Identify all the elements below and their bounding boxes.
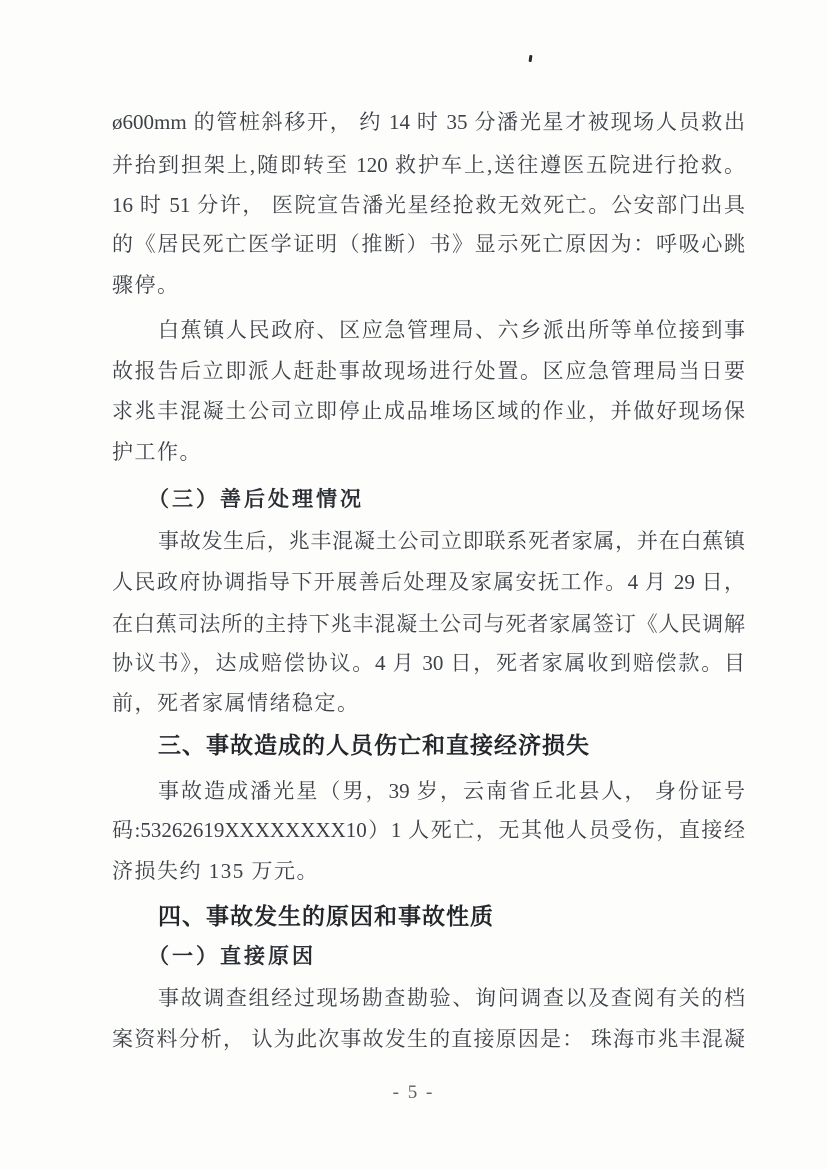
text-line: 事故造成潘光星（男，39 岁，云南省丘北县人， 身份证号 xyxy=(158,779,745,803)
text-line: 人民政府协调指导下开展善后处理及家属安抚工作。4 月 29 日， xyxy=(112,570,745,594)
text-line: 的《居民死亡医学证明（推断）书》显示死亡原因为：呼吸心跳 xyxy=(112,232,745,256)
text-line: ø600mm 的管桩斜移开， 约 14 时 35 分潘光星才被现场人员救出 xyxy=(112,110,745,134)
text-line: 故报告后立即派人赶赴事故现场进行处置。区应急管理局当日要 xyxy=(112,359,745,383)
text-line: 前，死者家属情绪稳定。 xyxy=(112,691,360,715)
text-line: 在白蕉司法所的主持下兆丰混凝土公司与死者家属签订《人民调解 xyxy=(112,612,745,636)
text-line: 事故发生后，兆丰混凝土公司立即联系死者家属，并在白蕉镇 xyxy=(158,529,745,553)
text-line: 事故调查组经过现场勘查勘验、询问调查以及查阅有关的档 xyxy=(158,986,745,1010)
page-number: - 5 - xyxy=(392,1082,435,1103)
heading-causes-nature: 四、事故发生的原因和事故性质 xyxy=(158,903,494,929)
text-line: 济损失约 135 万元。 xyxy=(112,859,319,883)
scan-artifact xyxy=(529,55,533,62)
heading-direct-cause: （一）直接原因 xyxy=(148,944,316,968)
text-line: 案资料分析， 认为此次事故发生的直接原因是： 珠海市兆丰混凝 xyxy=(112,1027,745,1051)
text-line: 求兆丰混凝土公司立即停止成品堆场区域的作业，并做好现场保 xyxy=(112,399,745,423)
text-line: 白蕉镇人民政府、区应急管理局、六乡派出所等单位接到事 xyxy=(158,318,745,342)
heading-aftermath-handling: （三）善后处理情况 xyxy=(148,487,364,511)
text-line: 码:53262619XXXXXXXX10）1 人死亡，无其他人员受伤，直接经 xyxy=(112,818,745,842)
text-line: 并抬到担架上,随即转至 120 救护车上,送往遵医五院进行抢救。 xyxy=(112,153,745,177)
text-line: 护工作。 xyxy=(112,440,202,464)
heading-casualties-losses: 三、事故造成的人员伤亡和直接经济损失 xyxy=(158,732,590,758)
text-line: 16 时 51 分许， 医院宣告潘光星经抢救无效死亡。公安部门出具 xyxy=(112,193,745,217)
text-line: 骤停。 xyxy=(112,273,180,297)
text-line: 协议书》，达成赔偿协议。4 月 30 日，死者家属收到赔偿款。目 xyxy=(112,651,745,675)
